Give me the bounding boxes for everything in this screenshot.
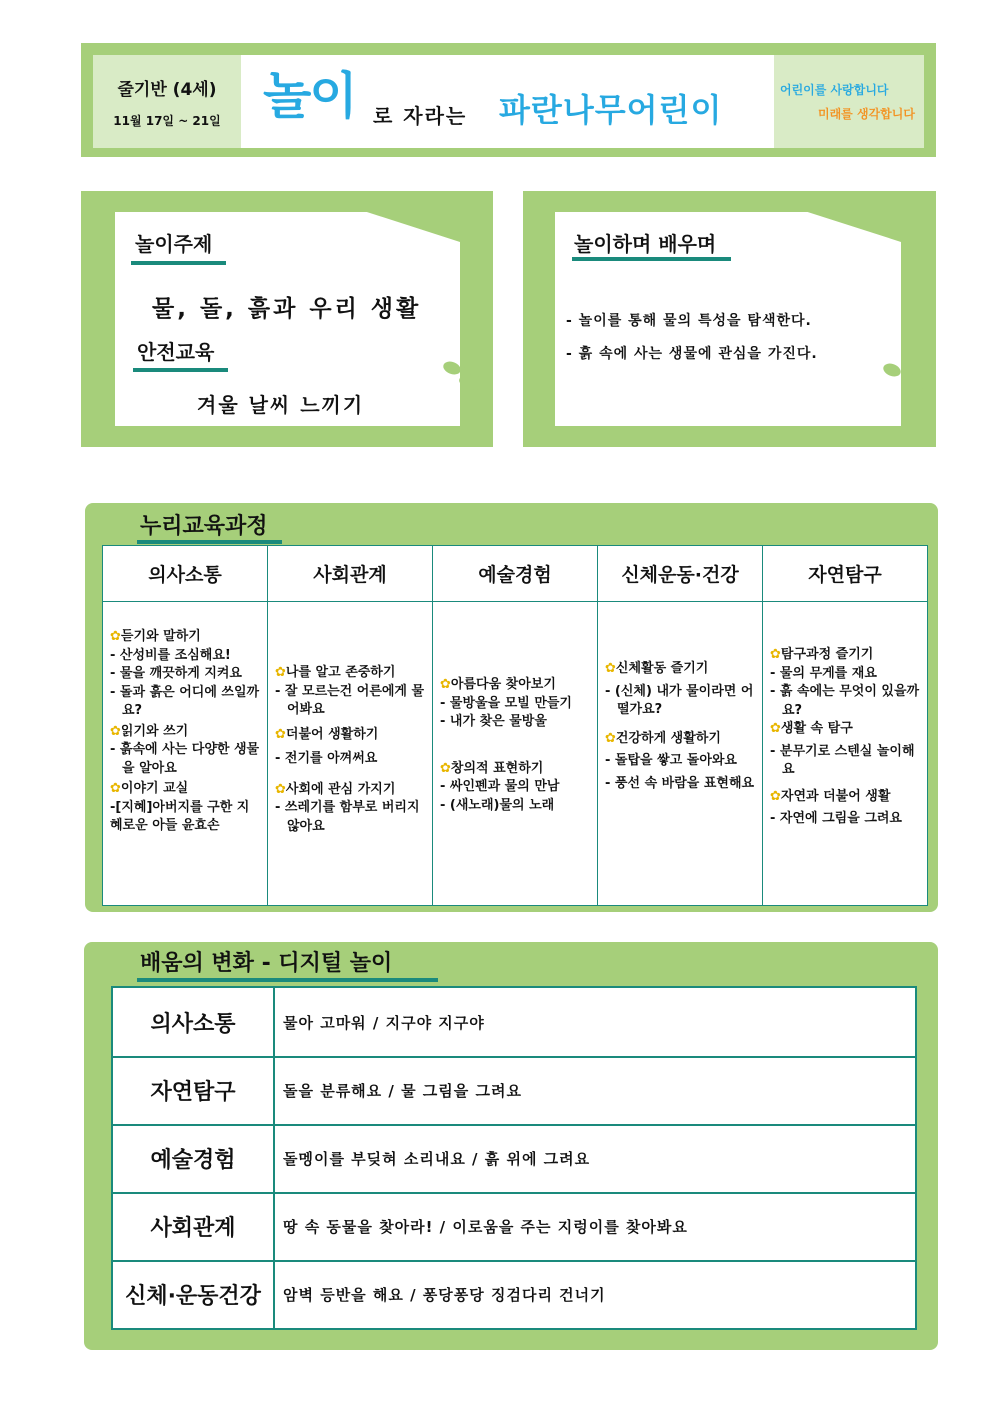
digital-row xyxy=(113,988,915,1058)
nuri-column-social xyxy=(268,546,433,905)
learning-label: 놀이하며 배우며 xyxy=(574,232,717,256)
nuri-column-header: 자연탐구 xyxy=(763,546,927,602)
class-name: 줄기반 (4세) xyxy=(117,80,217,100)
nuri-column-physical xyxy=(598,546,763,905)
digital-row-activity: 암벽 등반을 해요 / 퐁당퐁당 징검다리 건너기 xyxy=(283,1285,606,1304)
nuri-item: - 쓰레기를 함부로 버리지 않아요 xyxy=(275,800,420,834)
nuri-column-header: 신체운동·건강 xyxy=(598,546,762,602)
safety-underline xyxy=(133,368,228,372)
safety-text: 겨울 날씨 느끼기 xyxy=(197,393,365,417)
flower-icon: ✿ xyxy=(440,677,451,692)
learning-item: - 흙 속에 사는 생물에 관심을 가진다. xyxy=(566,346,818,362)
nuri-column-body xyxy=(770,646,921,829)
school-name: 파란나무어린이 xyxy=(499,91,723,129)
digital-row-area: 사회관계 xyxy=(113,1192,275,1260)
digital-row-activity: 돌멩이를 부딪혀 소리내요 / 흙 위에 그려요 xyxy=(283,1149,591,1168)
nuri-section-heading: 이야기 교실 xyxy=(120,781,189,796)
nuri-item: - 전기를 아껴써요 xyxy=(275,751,378,766)
logo-char-1: 놀 xyxy=(263,67,310,125)
digital-play-underline xyxy=(137,978,438,982)
nuri-section-heading: 생활 속 탐구 xyxy=(780,721,853,736)
digital-row-activity: 땅 속 동물을 찾아라! / 이로움을 주는 지렁이를 찾아봐요 xyxy=(283,1217,688,1236)
digital-row xyxy=(113,1124,915,1194)
digital-row xyxy=(113,1056,915,1126)
digital-row-area: 예술경험 xyxy=(113,1124,275,1192)
nuri-table xyxy=(102,545,928,906)
flower-icon: ✿ xyxy=(110,629,121,644)
slogan-2: 미래를 생각합니다 xyxy=(818,107,915,121)
nuri-section-heading: 나를 알고 존중하기 xyxy=(285,665,396,680)
nuri-item: -[지혜]아버지를 구한 지혜로운 아들 윤효손 xyxy=(110,799,250,833)
play-theme-label: 놀이주제 xyxy=(135,232,213,256)
nuri-item: - 풍선 속 바람을 표현해요 xyxy=(605,775,755,791)
nuri-section-heading: 사회에 관심 가지기 xyxy=(285,781,396,797)
nuri-column-body xyxy=(440,676,591,815)
digital-row-activity: 돌을 분류해요 / 물 그림을 그려요 xyxy=(283,1081,522,1100)
nuri-section-heading: 읽기와 쓰기 xyxy=(120,723,189,739)
nuri-item: - 싸인펜과 물의 만남 xyxy=(440,779,560,794)
nuri-item: - 물방울을 모빌 만들기 xyxy=(440,695,572,711)
flower-icon: ✿ xyxy=(605,730,616,746)
nuri-underline xyxy=(137,540,282,544)
flower-icon: ✿ xyxy=(770,647,781,662)
nuri-item: - 산성비를 조심해요! xyxy=(110,647,231,663)
digital-row-area: 신체·운동건강 xyxy=(113,1260,275,1328)
title-box xyxy=(241,55,774,148)
nuri-section-heading: 신체활동 즐기기 xyxy=(615,661,709,676)
nuri-title: 누리교육과정 xyxy=(140,514,268,539)
nuri-item: - 자연에 그림을 그려요 xyxy=(770,811,902,826)
nuri-item: - 분무기로 스텐실 놀이해요 xyxy=(770,743,915,777)
nuri-item: - (새노래)물의 노래 xyxy=(440,797,555,813)
nuri-item: - 돌과 흙은 어디에 쓰일까요? xyxy=(110,684,260,718)
learning-item: - 놀이를 통해 물의 특성을 탐색한다. xyxy=(566,313,812,329)
logo-char-2: 이 xyxy=(309,67,356,125)
title-suffix: 로 자라는 xyxy=(373,104,468,128)
nuri-column-header: 사회관계 xyxy=(268,546,432,602)
safety-label: 안전교육 xyxy=(137,340,215,364)
play-theme-underline xyxy=(131,261,226,265)
nuri-column-header: 예술경험 xyxy=(433,546,597,602)
leaf-sprout-icon xyxy=(876,342,936,398)
nuri-item: - 돌탑을 쌓고 돌아와요 xyxy=(605,753,737,768)
nuri-item: - 내가 찾은 물방울 xyxy=(440,714,547,729)
learning-underline xyxy=(572,257,731,261)
nuri-column-art xyxy=(433,546,598,905)
nuri-column-body xyxy=(110,628,261,836)
nuri-column-body xyxy=(605,660,756,793)
flower-icon: ✿ xyxy=(275,665,286,680)
flower-icon: ✿ xyxy=(275,726,286,742)
digital-row-area: 자연탐구 xyxy=(113,1056,275,1124)
digital-play-table xyxy=(111,986,917,1330)
digital-row-area: 의사소통 xyxy=(113,988,275,1056)
nuri-item: - 흙 속에는 무엇이 있을까요? xyxy=(770,684,920,718)
digital-row xyxy=(113,1260,915,1328)
date-range: 11월 17일 ~ 21일 xyxy=(113,114,221,128)
nuri-item: - 물을 깨끗하게 지켜요 xyxy=(110,666,242,681)
nuri-column-communication xyxy=(103,546,268,905)
digital-play-title: 배움의 변화 - 디지털 놀이 xyxy=(140,951,393,976)
nuri-column-body xyxy=(275,664,426,836)
nuri-section-heading: 자연과 더불어 생활 xyxy=(780,788,891,804)
nuri-section-heading: 건강하게 생활하기 xyxy=(615,730,721,746)
nuri-section-heading: 탐구과정 즐기기 xyxy=(780,647,874,662)
slogan-1: 어린이를 사랑합니다 xyxy=(780,83,889,97)
flower-icon: ✿ xyxy=(770,721,781,736)
nuri-item: - (신체) 내가 물이라면 어떨가요? xyxy=(605,683,754,717)
flower-icon: ✿ xyxy=(275,781,286,797)
flower-icon: ✿ xyxy=(110,723,121,739)
nuri-section-heading: 아름다움 찾아보기 xyxy=(450,677,556,692)
nuri-section-heading: 더불어 생활하기 xyxy=(285,726,379,742)
flower-icon: ✿ xyxy=(770,788,781,804)
class-info-box xyxy=(93,55,241,148)
nuri-section-heading: 듣기와 말하기 xyxy=(120,629,201,644)
nuri-column-nature xyxy=(763,546,927,905)
play-logo-text xyxy=(263,67,356,125)
leaf-sprout-icon xyxy=(436,342,494,398)
digital-row-activity: 물아 고마워 / 지구야 지구야 xyxy=(283,1013,485,1032)
play-theme-text: 물, 돌, 흙과 우리 생활 xyxy=(152,296,422,322)
slogan-box xyxy=(774,55,924,148)
digital-row xyxy=(113,1192,915,1262)
nuri-section-heading: 창의적 표현하기 xyxy=(450,760,544,776)
flower-icon: ✿ xyxy=(440,760,451,776)
flower-icon: ✿ xyxy=(605,661,616,676)
nuri-item: - 잘 모르는건 어른에게 물어봐요 xyxy=(275,683,425,717)
nuri-item: - 흙속에 사는 다양한 생물을 알아요 xyxy=(110,742,260,776)
flower-icon: ✿ xyxy=(110,781,121,796)
nuri-column-header: 의사소통 xyxy=(103,546,267,602)
nuri-item: - 물의 무게를 재요 xyxy=(770,665,877,681)
